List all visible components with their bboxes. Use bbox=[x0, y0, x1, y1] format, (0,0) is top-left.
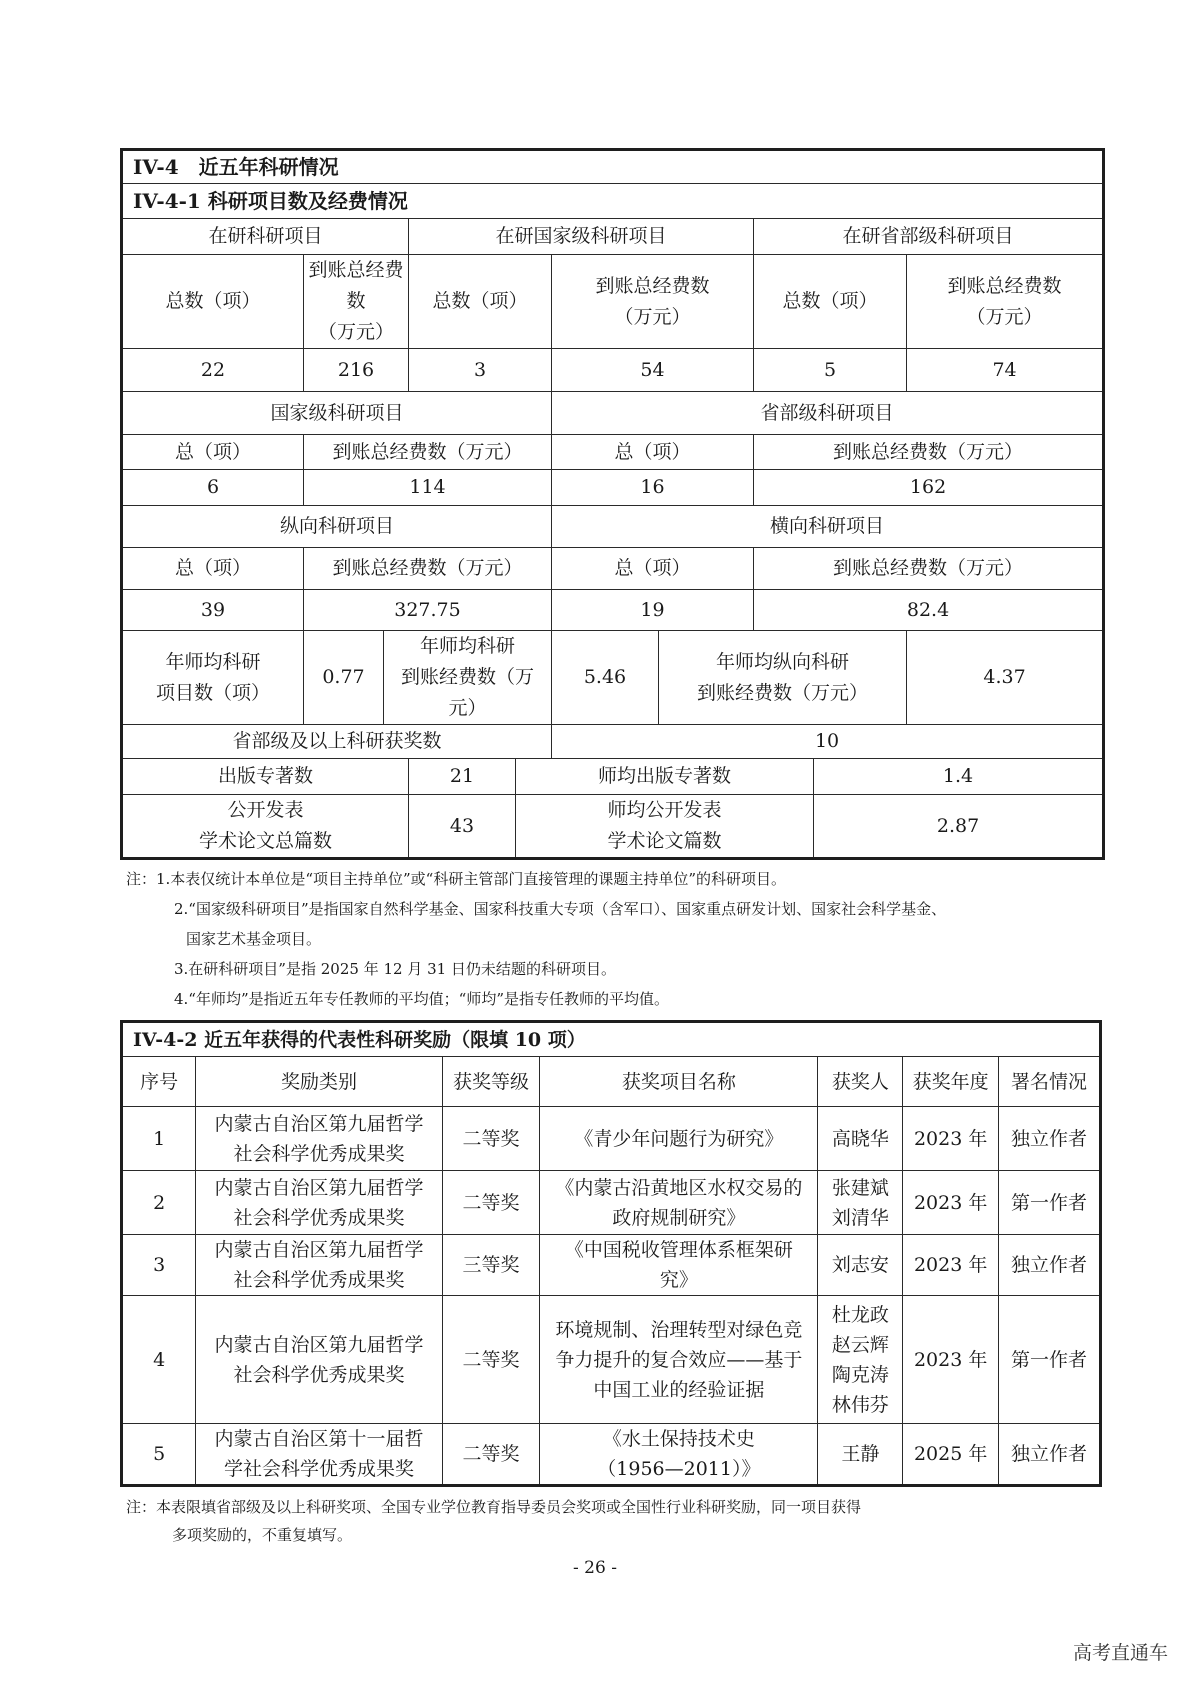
funds-label: 到账总经费数（万元） bbox=[304, 435, 552, 470]
value-cell: 43 bbox=[409, 795, 516, 859]
line: 《内蒙古沿黄地区水权交易的 bbox=[555, 1176, 803, 1199]
value-cell: 114 bbox=[304, 470, 552, 506]
line: 杜龙政 bbox=[831, 1303, 889, 1326]
value-cell: 16 bbox=[552, 470, 754, 506]
funds-label bbox=[304, 255, 409, 349]
research-projects-table bbox=[120, 148, 1105, 860]
value-cell: 21 bbox=[409, 759, 516, 795]
line: 社会科学优秀成果奖 bbox=[233, 1142, 405, 1165]
note-line: 国家艺术基金项目。 bbox=[186, 930, 322, 948]
award-winner bbox=[818, 1107, 903, 1171]
label-line1: 年师均科研 bbox=[165, 650, 261, 673]
value-cell: 19 bbox=[552, 590, 754, 631]
col-header-winner: 获奖人 bbox=[818, 1057, 903, 1107]
table-row bbox=[122, 1171, 1101, 1235]
line: 内蒙古自治区第九届哲学 bbox=[214, 1112, 424, 1135]
subsection-title: IV-4-2 近五年获得的代表性科研奖励（限填 10 项） bbox=[122, 1022, 1101, 1057]
funds-label bbox=[552, 255, 754, 349]
award-winner bbox=[818, 1171, 903, 1235]
award-project bbox=[540, 1424, 818, 1486]
award-signature: 独立作者 bbox=[998, 1424, 1100, 1486]
note-line: 注：1.本表仅统计本单位是“项目主持单位”或“科研主管部门直接管理的课题主持单位”的科研项目。 bbox=[126, 870, 786, 888]
count-label: 总（项） bbox=[122, 548, 304, 590]
funds-label-line2: （万元） bbox=[317, 321, 394, 343]
award-category bbox=[196, 1171, 442, 1235]
award-no: 1 bbox=[122, 1107, 196, 1171]
section-title: IV-4 近五年科研情况 bbox=[122, 150, 1104, 184]
award-category bbox=[196, 1296, 442, 1424]
note-line: 多项奖励的，不重复填写。 bbox=[172, 1526, 353, 1544]
header-vertical: 纵向科研项目 bbox=[122, 506, 552, 548]
value-cell: 74 bbox=[907, 349, 1104, 392]
award-signature: 第一作者 bbox=[998, 1171, 1100, 1235]
funds-label-line1: 到账总经费数 bbox=[595, 274, 710, 297]
line: 赵云辉 bbox=[831, 1333, 889, 1356]
line: 内蒙古自治区第九届哲学 bbox=[214, 1333, 424, 1356]
funds-label: 到账总经费数（万元） bbox=[304, 548, 552, 590]
funds-label bbox=[907, 255, 1104, 349]
subsection-title: IV-4-1 科研项目数及经费情况 bbox=[122, 184, 1104, 219]
count-label: 总数（项） bbox=[754, 255, 907, 349]
award-year: 2023 年 bbox=[903, 1235, 999, 1296]
line: 陶克涛 bbox=[831, 1363, 889, 1386]
label-line1: 师均公开发表 bbox=[607, 799, 722, 821]
award-level: 三等奖 bbox=[442, 1235, 540, 1296]
header-active-national: 在研国家级科研项目 bbox=[409, 219, 754, 255]
col-header-level: 获奖等级 bbox=[442, 1057, 540, 1107]
research-awards-table bbox=[120, 1020, 1102, 1487]
award-level: 二等奖 bbox=[442, 1296, 540, 1424]
award-year: 2025 年 bbox=[903, 1424, 999, 1486]
award-no: 4 bbox=[122, 1296, 196, 1424]
funds-label-line1: 到账总经费数 bbox=[308, 259, 404, 312]
note-line: 3.在研科研项目”是指 2025 年 12 月 31 日仍未结题的科研项目。 bbox=[174, 960, 616, 978]
award-level: 二等奖 bbox=[442, 1171, 540, 1235]
value-cell: 216 bbox=[304, 349, 409, 392]
funds-label: 到账总经费数（万元） bbox=[754, 548, 1104, 590]
count-label: 总（项） bbox=[552, 435, 754, 470]
award-category bbox=[196, 1235, 442, 1296]
funds-label-line1: 到账总经费数 bbox=[947, 274, 1062, 297]
line: （1956—2011）》 bbox=[597, 1458, 761, 1480]
line: 张建斌 bbox=[831, 1176, 889, 1199]
col-header-project: 获奖项目名称 bbox=[540, 1057, 818, 1107]
per-teacher-vertical-funds-label bbox=[659, 631, 907, 725]
per-teacher-projects-label bbox=[122, 631, 304, 725]
line: 《中国税收管理体系框架研 bbox=[564, 1239, 793, 1261]
award-no: 2 bbox=[122, 1171, 196, 1235]
award-winner bbox=[818, 1424, 903, 1486]
label-line2: 学术论文篇数 bbox=[607, 830, 722, 852]
line: 林伟芬 bbox=[831, 1393, 889, 1416]
award-level: 二等奖 bbox=[442, 1107, 540, 1171]
col-header-signature: 署名情况 bbox=[998, 1057, 1100, 1107]
award-year: 2023 年 bbox=[903, 1171, 999, 1235]
line: 中国工业的经验证据 bbox=[593, 1378, 765, 1401]
label-line1: 年师均纵向科研 bbox=[715, 650, 849, 673]
award-winner bbox=[818, 1296, 903, 1424]
line: 内蒙古自治区第九届哲学 bbox=[214, 1239, 424, 1261]
count-label: 总数（项） bbox=[409, 255, 552, 349]
books-avg-label: 师均出版专著数 bbox=[516, 759, 814, 795]
award-signature: 第一作者 bbox=[998, 1296, 1100, 1424]
awards-count-label: 省部级及以上科研获奖数 bbox=[122, 725, 552, 759]
award-signature: 独立作者 bbox=[998, 1107, 1100, 1171]
award-no: 5 bbox=[122, 1424, 196, 1486]
line: 刘清华 bbox=[831, 1206, 889, 1229]
value-cell: 3 bbox=[409, 349, 552, 392]
table-row bbox=[122, 1107, 1101, 1171]
per-teacher-funds-label bbox=[384, 631, 552, 725]
line: 《水土保持技术史 bbox=[602, 1428, 755, 1450]
page-number: - 26 - bbox=[573, 1558, 617, 1578]
value-cell: 6 bbox=[122, 470, 304, 506]
line: 高晓华 bbox=[831, 1127, 889, 1150]
line: 政府规制研究》 bbox=[612, 1206, 746, 1229]
papers-label bbox=[122, 795, 409, 859]
award-project bbox=[540, 1171, 818, 1235]
line: 内蒙古自治区第十一届哲 bbox=[214, 1428, 424, 1450]
page-content bbox=[120, 148, 1102, 1549]
count-label: 总（项） bbox=[552, 548, 754, 590]
award-category bbox=[196, 1424, 442, 1486]
line: 社会科学优秀成果奖 bbox=[233, 1206, 405, 1229]
award-signature: 独立作者 bbox=[998, 1235, 1100, 1296]
watermark: 高考直通车 bbox=[1072, 1642, 1168, 1664]
col-header-category: 奖励类别 bbox=[196, 1057, 442, 1107]
funds-label-line2: （万元） bbox=[614, 305, 691, 328]
line: 学社会科学优秀成果奖 bbox=[223, 1458, 414, 1480]
value-cell: 39 bbox=[122, 590, 304, 631]
table-notes bbox=[126, 864, 1102, 1014]
papers-avg-label bbox=[516, 795, 814, 859]
col-header-year: 获奖年度 bbox=[903, 1057, 999, 1107]
header-national: 国家级科研项目 bbox=[122, 392, 552, 435]
header-active-projects: 在研科研项目 bbox=[122, 219, 409, 255]
books-label: 出版专著数 bbox=[122, 759, 409, 795]
value-cell: 54 bbox=[552, 349, 754, 392]
funds-label: 到账总经费数（万元） bbox=[754, 435, 1104, 470]
award-winner bbox=[818, 1235, 903, 1296]
value-cell: 5.46 bbox=[552, 631, 659, 725]
line: 《青少年问题行为研究》 bbox=[574, 1127, 784, 1150]
value-cell: 10 bbox=[552, 725, 1104, 759]
label-line1: 年师均科研 bbox=[419, 635, 515, 657]
award-project bbox=[540, 1296, 818, 1424]
value-cell: 5 bbox=[754, 349, 907, 392]
award-project bbox=[540, 1235, 818, 1296]
line: 内蒙古自治区第九届哲学 bbox=[214, 1176, 424, 1199]
table-row bbox=[122, 1235, 1101, 1296]
count-label: 总数（项） bbox=[122, 255, 304, 349]
line: 环境规制、治理转型对绿色竞 bbox=[555, 1318, 803, 1341]
line: 刘志安 bbox=[831, 1254, 889, 1276]
note-line: 注：本表限填省部级及以上科研奖项、全国专业学位教育指导委员会奖项或全国性行业科研奖励，同一项目获得 bbox=[126, 1498, 862, 1516]
table-row bbox=[122, 1296, 1101, 1424]
header-provincial: 省部级科研项目 bbox=[552, 392, 1104, 435]
header-active-provincial: 在研省部级科研项目 bbox=[754, 219, 1104, 255]
count-label: 总（项） bbox=[122, 435, 304, 470]
label-line2: 学术论文总篇数 bbox=[198, 830, 332, 852]
value-cell: 4.37 bbox=[907, 631, 1104, 725]
note-line: 2.“国家级科研项目”是指国家自然科学基金、国家科技重大专项（含军口）、国家重点研发计划、国家社会科学基金、 bbox=[174, 900, 947, 918]
line: 争力提升的复合效应——基于 bbox=[555, 1348, 803, 1371]
funds-label-line2: （万元） bbox=[966, 305, 1043, 328]
table-row bbox=[122, 1424, 1101, 1486]
value-cell: 162 bbox=[754, 470, 1104, 506]
awards-notes bbox=[126, 1493, 1102, 1549]
header-horizontal: 横向科研项目 bbox=[552, 506, 1104, 548]
value-cell: 1.4 bbox=[814, 759, 1104, 795]
label-line2: 到账经费数（万元） bbox=[400, 666, 534, 719]
value-cell: 82.4 bbox=[754, 590, 1104, 631]
line: 社会科学优秀成果奖 bbox=[233, 1363, 405, 1386]
label-line2: 项目数（项） bbox=[155, 681, 270, 704]
value-cell: 2.87 bbox=[814, 795, 1104, 859]
col-header-no: 序号 bbox=[122, 1057, 196, 1107]
line: 社会科学优秀成果奖 bbox=[233, 1269, 405, 1291]
award-year: 2023 年 bbox=[903, 1107, 999, 1171]
note-line: 4.“年师均”是指近五年专任教师的平均值；“师均”是指专任教师的平均值。 bbox=[174, 990, 669, 1008]
label-line1: 公开发表 bbox=[227, 799, 304, 821]
award-category bbox=[196, 1107, 442, 1171]
award-level: 二等奖 bbox=[442, 1424, 540, 1486]
value-cell: 22 bbox=[122, 349, 304, 392]
value-cell: 327.75 bbox=[304, 590, 552, 631]
award-project bbox=[540, 1107, 818, 1171]
line: 究》 bbox=[659, 1269, 698, 1291]
award-year: 2023 年 bbox=[903, 1296, 999, 1424]
value-cell: 0.77 bbox=[304, 631, 384, 725]
label-line2: 到账经费数（万元） bbox=[696, 681, 868, 704]
line: 王静 bbox=[841, 1443, 880, 1465]
award-no: 3 bbox=[122, 1235, 196, 1296]
